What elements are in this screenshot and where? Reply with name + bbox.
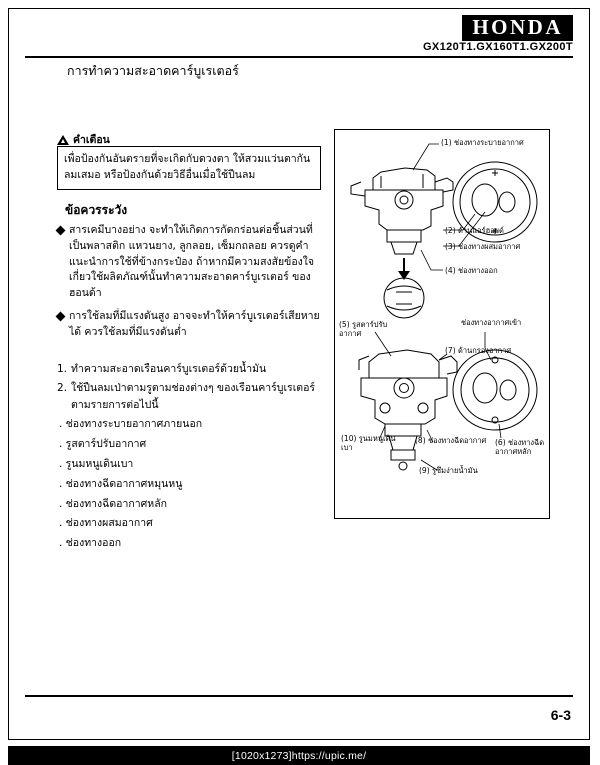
carburetor-figure [334, 129, 550, 519]
footer-divider [25, 695, 573, 697]
step-item [57, 380, 327, 414]
list-item [57, 309, 325, 341]
sub-list-item: . รูนมหนูเดินเบา [59, 457, 134, 470]
step-text: ทำความสะอาดเรือนคาร์บูเรเตอร์ด้วยน้ำมัน [71, 363, 267, 375]
model-numbers: GX120T1.GX160T1.GX200T [422, 41, 573, 53]
page-header [9, 9, 589, 55]
figure-label-5: (5) รูสตาร์ปรับอากาศ [339, 320, 388, 339]
document-page [8, 8, 590, 740]
caution-item-text: การใช้ลมที่มีแรงดันสูง อาจจะทำให้คาร์บูเรเตอร์เสียหายได้ ควรใช้ลมที่มีแรงดันต่ำ [69, 309, 320, 338]
figure-leader-lines-bottom [335, 326, 549, 518]
step-number: 2. [57, 381, 68, 394]
step-item [57, 361, 327, 378]
sub-list-item: . ช่องทางระบายอากาศภายนอก [59, 418, 203, 431]
figure-label-10: (10) รูนมหนูเดินเบา [341, 434, 396, 453]
caution-heading: ข้อควรระวัง [65, 203, 128, 217]
sub-list-item: . ช่องทางฉีดอากาศหลัก [59, 497, 167, 510]
sub-list-item: . ช่องทางออก [59, 537, 122, 550]
warning-text: เพื่อป้องกันอันตรายที่จะเกิดกับดวงตา ให้สวมแว่นตากันลมเสมอ หรือป้องกันด้วยวิธีอื่นเมื่อใช้ปืนลม [64, 153, 311, 182]
diamond-bullet-icon [56, 311, 66, 321]
figure-label-air-inlet: ช่องทางอากาศเข้า [461, 318, 522, 327]
step-number: 1. [57, 363, 68, 375]
diamond-bullet-icon [56, 226, 66, 236]
figure-label-8: (8) ช่องทางฉีดอากาศ [415, 436, 487, 445]
procedure-steps [57, 361, 327, 555]
figure-label-6: (6) ช่องทางฉีดอากาศหลัก [495, 438, 545, 457]
page-title: การทำความสะอาดคาร์บูเรเตอร์ [67, 63, 239, 78]
caution-list [57, 223, 325, 347]
sub-list-item: . ช่องทางผสมอากาศ [59, 517, 153, 530]
header-divider [25, 56, 573, 58]
sub-list-item: . ช่องทางฉีดอากาศหมุนหนู [59, 477, 183, 490]
watermark-text: [1020x1273]https://upic.me/ [231, 749, 367, 762]
figure-label-3: (3) ช่องทางผสมอากาศ [445, 242, 521, 251]
figure-leader-lines-top [335, 130, 549, 326]
list-item [57, 223, 325, 302]
caution-item-text: สารเคมีบางอย่าง จะทำให้เกิดการกัดกร่อนต่อชิ้นส่วนที่เป็นพลาสติก แหวนยาง, ลูกลอย, เซ็มกถลอย ควรดูคำแนะนำการใช้ที่ข้างกระป๋อง ถ้าหากมีความสงสัยข้องใจเกี่ยวใช้ผลิตภัณฑ์นั้นทำความสะอาดคาร์บูเรเตอร์ ของฮอนด้า [69, 224, 315, 299]
figure-label-2: (2) ด้านแอร์ฮอยด์ [445, 226, 504, 235]
step-text: ใช้ปืนลมเป่าตามรูตามช่องต่างๆ ของเรือนคาร์บูเรเตอร์ ตามรายการต่อไปนี้ [71, 381, 316, 411]
page-number: 6-3 [550, 707, 571, 723]
warning-triangle-icon [57, 135, 69, 145]
carburetor-bottom-group [335, 318, 549, 518]
watermark-bar [8, 746, 590, 765]
sub-list-item: . รูสตาร์ปรับอากาศ [59, 438, 147, 451]
honda-logo: HONDA [462, 15, 573, 41]
warning-heading-label: คำเตือน [73, 134, 110, 146]
step-sub-list [57, 416, 327, 552]
warning-box [57, 146, 321, 190]
figure-label-4: (4) ช่องทางออก [445, 266, 498, 275]
figure-label-7: (7) ด้านกรองอากาศ [445, 346, 512, 355]
figure-label-1: (1) ช่องทางระบายอากาศ [441, 138, 524, 147]
figure-label-9: (9) รูซึมง่ายน้ำมัน [419, 466, 478, 475]
